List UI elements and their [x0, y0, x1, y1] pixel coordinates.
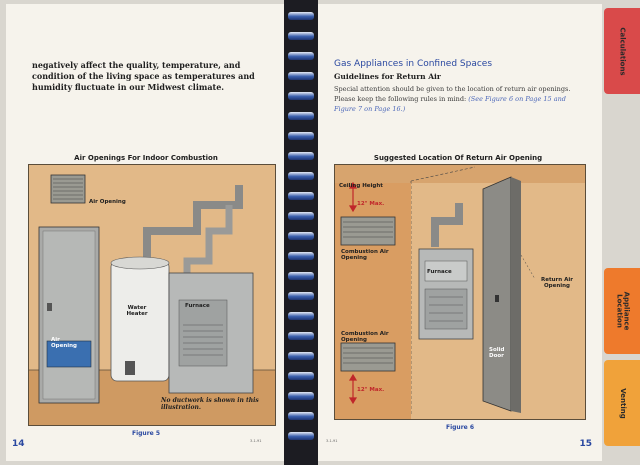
- figure-5-title: Air Openings For Indoor Combustion: [74, 154, 218, 162]
- binding-ring: [288, 272, 314, 280]
- tab-calculations-label: Calculations: [618, 26, 627, 76]
- tab-calculations[interactable]: [604, 8, 640, 94]
- binding-ring: [288, 172, 314, 180]
- max-bottom-label: 12" Max.: [357, 387, 385, 393]
- section-subtitle: Guidelines for Return Air: [334, 72, 441, 81]
- binding-ring: [288, 132, 314, 140]
- binding-ring: [288, 352, 314, 360]
- binding-ring: [288, 152, 314, 160]
- binding-ring: [288, 312, 314, 320]
- figure-6-illustration: [334, 164, 586, 420]
- intro-paragraph: negatively affect the quality, temperature, and condition of the living space as temperatures and humidity fluctuate in our Midwest climate.: [32, 60, 255, 92]
- combustion-upper-label: Combustion Air Opening: [341, 249, 389, 261]
- ceiling-height-label: Ceiling Height: [339, 183, 383, 189]
- page-number-right: 15: [579, 439, 592, 449]
- binding-ring: [288, 432, 314, 440]
- section-title: Gas Appliances in Confined Spaces: [334, 59, 493, 69]
- figure-5-illustration: [28, 164, 276, 426]
- figure-6-caption: Figure 6: [445, 424, 474, 431]
- spiral-binding: [284, 0, 318, 465]
- figure-reference: (See Figure 6 on Page 15 and Figure 7 on Page 16.): [334, 95, 566, 113]
- section-body-text: Special attention should be given to the location of return air openings. Please keep the following rules in mind:: [334, 85, 571, 103]
- tab-venting-label: Venting: [618, 387, 627, 419]
- furnace-label-right: Furnace: [427, 269, 452, 275]
- figure-6-title: Suggested Location Of Return Air Opening: [373, 154, 543, 162]
- binding-ring: [288, 52, 314, 60]
- return-air-label: Return Air Opening: [541, 277, 573, 289]
- solid-door-label: Solid Door: [489, 347, 505, 359]
- binding-ring: [288, 392, 314, 400]
- max-top-label: 12" Max.: [357, 201, 385, 207]
- binding-ring: [288, 372, 314, 380]
- binding-ring: [288, 72, 314, 80]
- combustion-lower-label: Combustion Air Opening: [341, 331, 389, 343]
- figure-5-drawing: [29, 165, 276, 426]
- page-code-left: 3-1-91: [250, 439, 262, 443]
- binding-ring: [288, 92, 314, 100]
- section-body: [334, 84, 584, 114]
- figure-5-caption: Figure 5: [131, 430, 160, 437]
- binding-ring: [288, 332, 314, 340]
- binding-ring: [288, 32, 314, 40]
- tab-appliance-location[interactable]: [604, 268, 640, 354]
- right-page: [318, 4, 602, 461]
- page-code-right: 3-1-91: [326, 439, 338, 443]
- binding-ring: [288, 192, 314, 200]
- binding-ring: [288, 112, 314, 120]
- tab-venting[interactable]: [604, 360, 640, 446]
- binding-ring: [288, 412, 314, 420]
- air-opening-door-label: Air Opening: [51, 337, 77, 349]
- water-heater-label: Water Heater: [126, 305, 148, 317]
- binding-ring: [288, 292, 314, 300]
- binding-ring: [288, 12, 314, 20]
- binding-ring: [288, 232, 314, 240]
- furnace-label: Furnace: [185, 303, 210, 309]
- tab-appliance-location-label: Appliance Location: [615, 291, 630, 331]
- binding-ring: [288, 212, 314, 220]
- binding-ring: [288, 252, 314, 260]
- air-opening-top-label: Air Opening: [89, 199, 126, 205]
- left-page: [6, 4, 284, 461]
- ductwork-note: No ductwork is shown in this illustration.: [161, 397, 259, 411]
- page-number-left: 14: [12, 439, 25, 449]
